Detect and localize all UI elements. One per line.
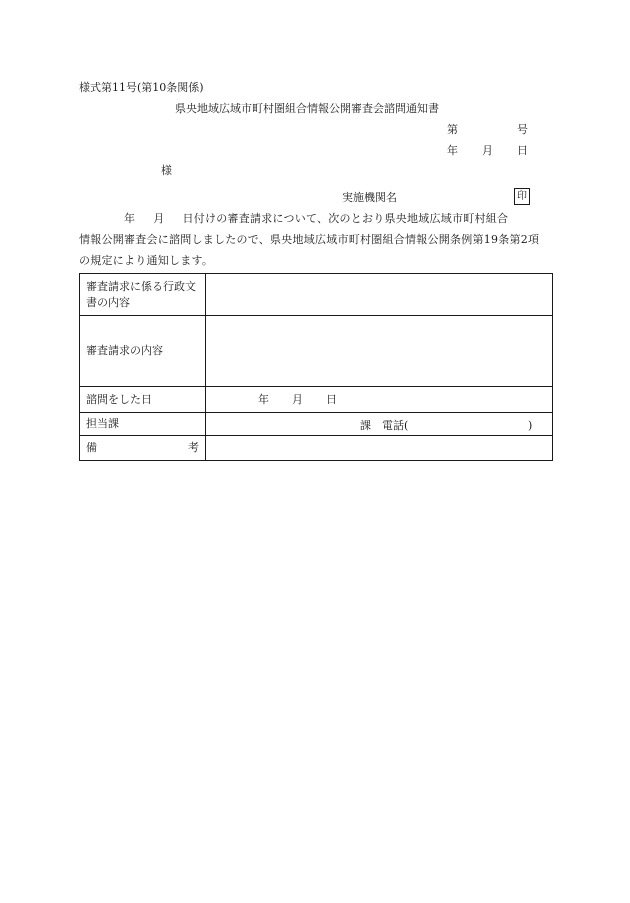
document-content-field[interactable] [206,274,553,316]
consult-year-label: 年 [258,392,269,406]
row-label-request-content: 審査請求の内容 [80,316,206,387]
row-label-remarks [80,436,206,461]
agency-name-label: 実施機関名 [342,191,397,204]
remarks-field[interactable] [206,436,553,461]
consult-day-label: 日 [326,392,337,406]
body-line-3: の規定により通知します。 [79,254,214,267]
date-month-label: 月 [482,144,493,157]
form-number: 様式第11号(第10条関係) [79,81,204,94]
body-month-label: 月 [153,212,165,225]
number-suffix: 号 [517,123,528,136]
table-row [80,274,553,316]
department-suffix: 課 [360,419,371,432]
request-content-field[interactable] [206,316,553,387]
row-label-department: 担当課 [80,413,206,436]
info-table [79,273,553,461]
body-line-1-text: 日付けの審査請求について、次のとおり県央地域広域市町村組合 [182,212,509,225]
body-line-1 [79,213,553,224]
phone-close-paren: ) [528,419,533,432]
remarks-label-right: 考 [188,441,199,455]
consult-date-field[interactable] [206,387,553,413]
body-line-2: 情報公開審査会に諮問しましたので、県央地域広域市町村圏組合情報公開条例第19条第2項 [79,233,540,246]
table-row [80,436,553,461]
body-year-label: 年 [124,212,136,225]
table-row [80,316,553,387]
row-label-document-content: 審査請求に係る行政文書の内容 [80,274,206,316]
date-day-label: 日 [517,144,528,157]
date-year-label: 年 [447,144,458,157]
phone-label: 電話( [382,419,409,432]
table-row [80,413,553,436]
table-row [80,387,553,413]
consult-month-label: 月 [292,392,303,406]
number-prefix: 第 [447,123,458,136]
remarks-label-left: 備 [86,441,97,455]
addressee-suffix: 様 [161,164,172,177]
department-field[interactable] [206,413,553,436]
row-label-consult-date: 諮問をした日 [80,387,206,413]
document-title: 県央地域広域市町村圏組合情報公開審査会諮問通知書 [175,102,439,115]
seal-mark: 印 [514,188,530,205]
